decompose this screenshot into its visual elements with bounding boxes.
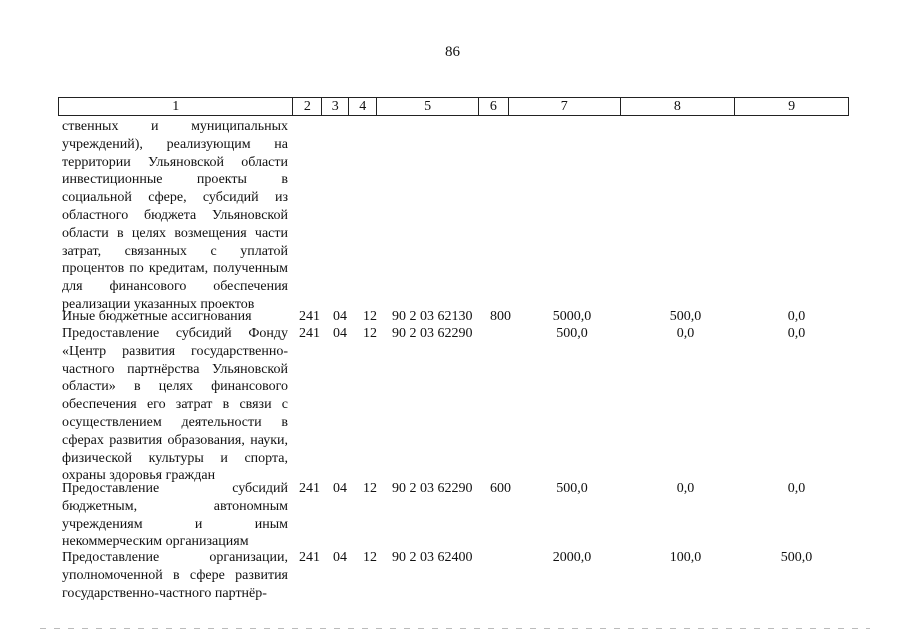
scan-artifact-line: [40, 628, 870, 629]
header-cell: 5: [377, 98, 479, 115]
cell-csr: 90 2 03 62290: [392, 481, 473, 496]
cell-vr: 800: [490, 309, 511, 324]
header-cell: 3: [322, 98, 349, 115]
cell-col8: 0,0: [676, 326, 695, 341]
cell-csr: 90 2 03 62400: [392, 550, 473, 565]
cell-pr: 12: [363, 481, 377, 496]
table-header-row: [58, 97, 849, 116]
cell-col9: 500,0: [780, 550, 813, 565]
header-cell: 6: [479, 98, 509, 115]
header-cell: 9: [788, 99, 796, 114]
page-number: 86: [445, 44, 460, 60]
header-cell: 8: [621, 98, 736, 115]
row-description: Предоставление субсидий бюджетным, автономным учреждениям и иным некоммерческим организациям: [62, 481, 288, 550]
cell-ga: 241: [299, 550, 320, 565]
row-description: Иные бюджетные ассигнования: [62, 309, 252, 324]
cell-col8: 0,0: [676, 481, 695, 496]
row-description: Предоставление субсидий Фонду «Центр развития государственно-частного партнёрства Ульяновской области» в целях финансового обеспечения его затрат в связи с осуществлением деятельности в сферах развития образования, науки, физической культуры и спорта, охраны здоровья граждан: [62, 326, 288, 484]
cell-col7: 500,0: [556, 326, 588, 341]
row-description: ственных и муниципальных учреждений), реализующим на территории Ульяновской области инвестиционные проекты в социальной сфере, субсидий из областного бюджета Ульяновской области в целях возмещения части затрат, связанных с уплатой процентов по кредитам, полученным для финансового обеспечения реализации указанных проектов: [62, 119, 288, 312]
cell-ga: 241: [299, 309, 320, 324]
cell-pr: 12: [363, 550, 377, 565]
cell-ga: 241: [299, 326, 320, 341]
cell-col9: 0,0: [787, 309, 806, 324]
cell-pr: 12: [363, 309, 377, 324]
cell-rz: 04: [333, 481, 347, 496]
cell-col9: 0,0: [787, 326, 806, 341]
cell-col7: 500,0: [556, 481, 588, 496]
header-cell: 1: [59, 98, 293, 115]
row-description: Предоставление организации, уполномоченной в сфере развития государственно-частного партнёр-: [62, 550, 288, 601]
header-cell: 4: [349, 98, 377, 115]
cell-col7: 2000,0: [552, 550, 592, 565]
cell-pr: 12: [363, 326, 377, 341]
cell-ga: 241: [299, 481, 320, 496]
cell-col8: 500,0: [669, 309, 702, 324]
cell-col8: 100,0: [669, 550, 702, 565]
cell-csr: 90 2 03 62290: [392, 326, 473, 341]
cell-vr: 600: [490, 481, 511, 496]
cell-col9: 0,0: [787, 481, 806, 496]
cell-rz: 04: [333, 309, 347, 324]
cell-csr: 90 2 03 62130: [392, 309, 473, 324]
header-cell: 2: [293, 98, 322, 115]
cell-rz: 04: [333, 550, 347, 565]
cell-col7: 5000,0: [552, 309, 592, 324]
header-cell: 7: [509, 98, 621, 115]
cell-rz: 04: [333, 326, 347, 341]
